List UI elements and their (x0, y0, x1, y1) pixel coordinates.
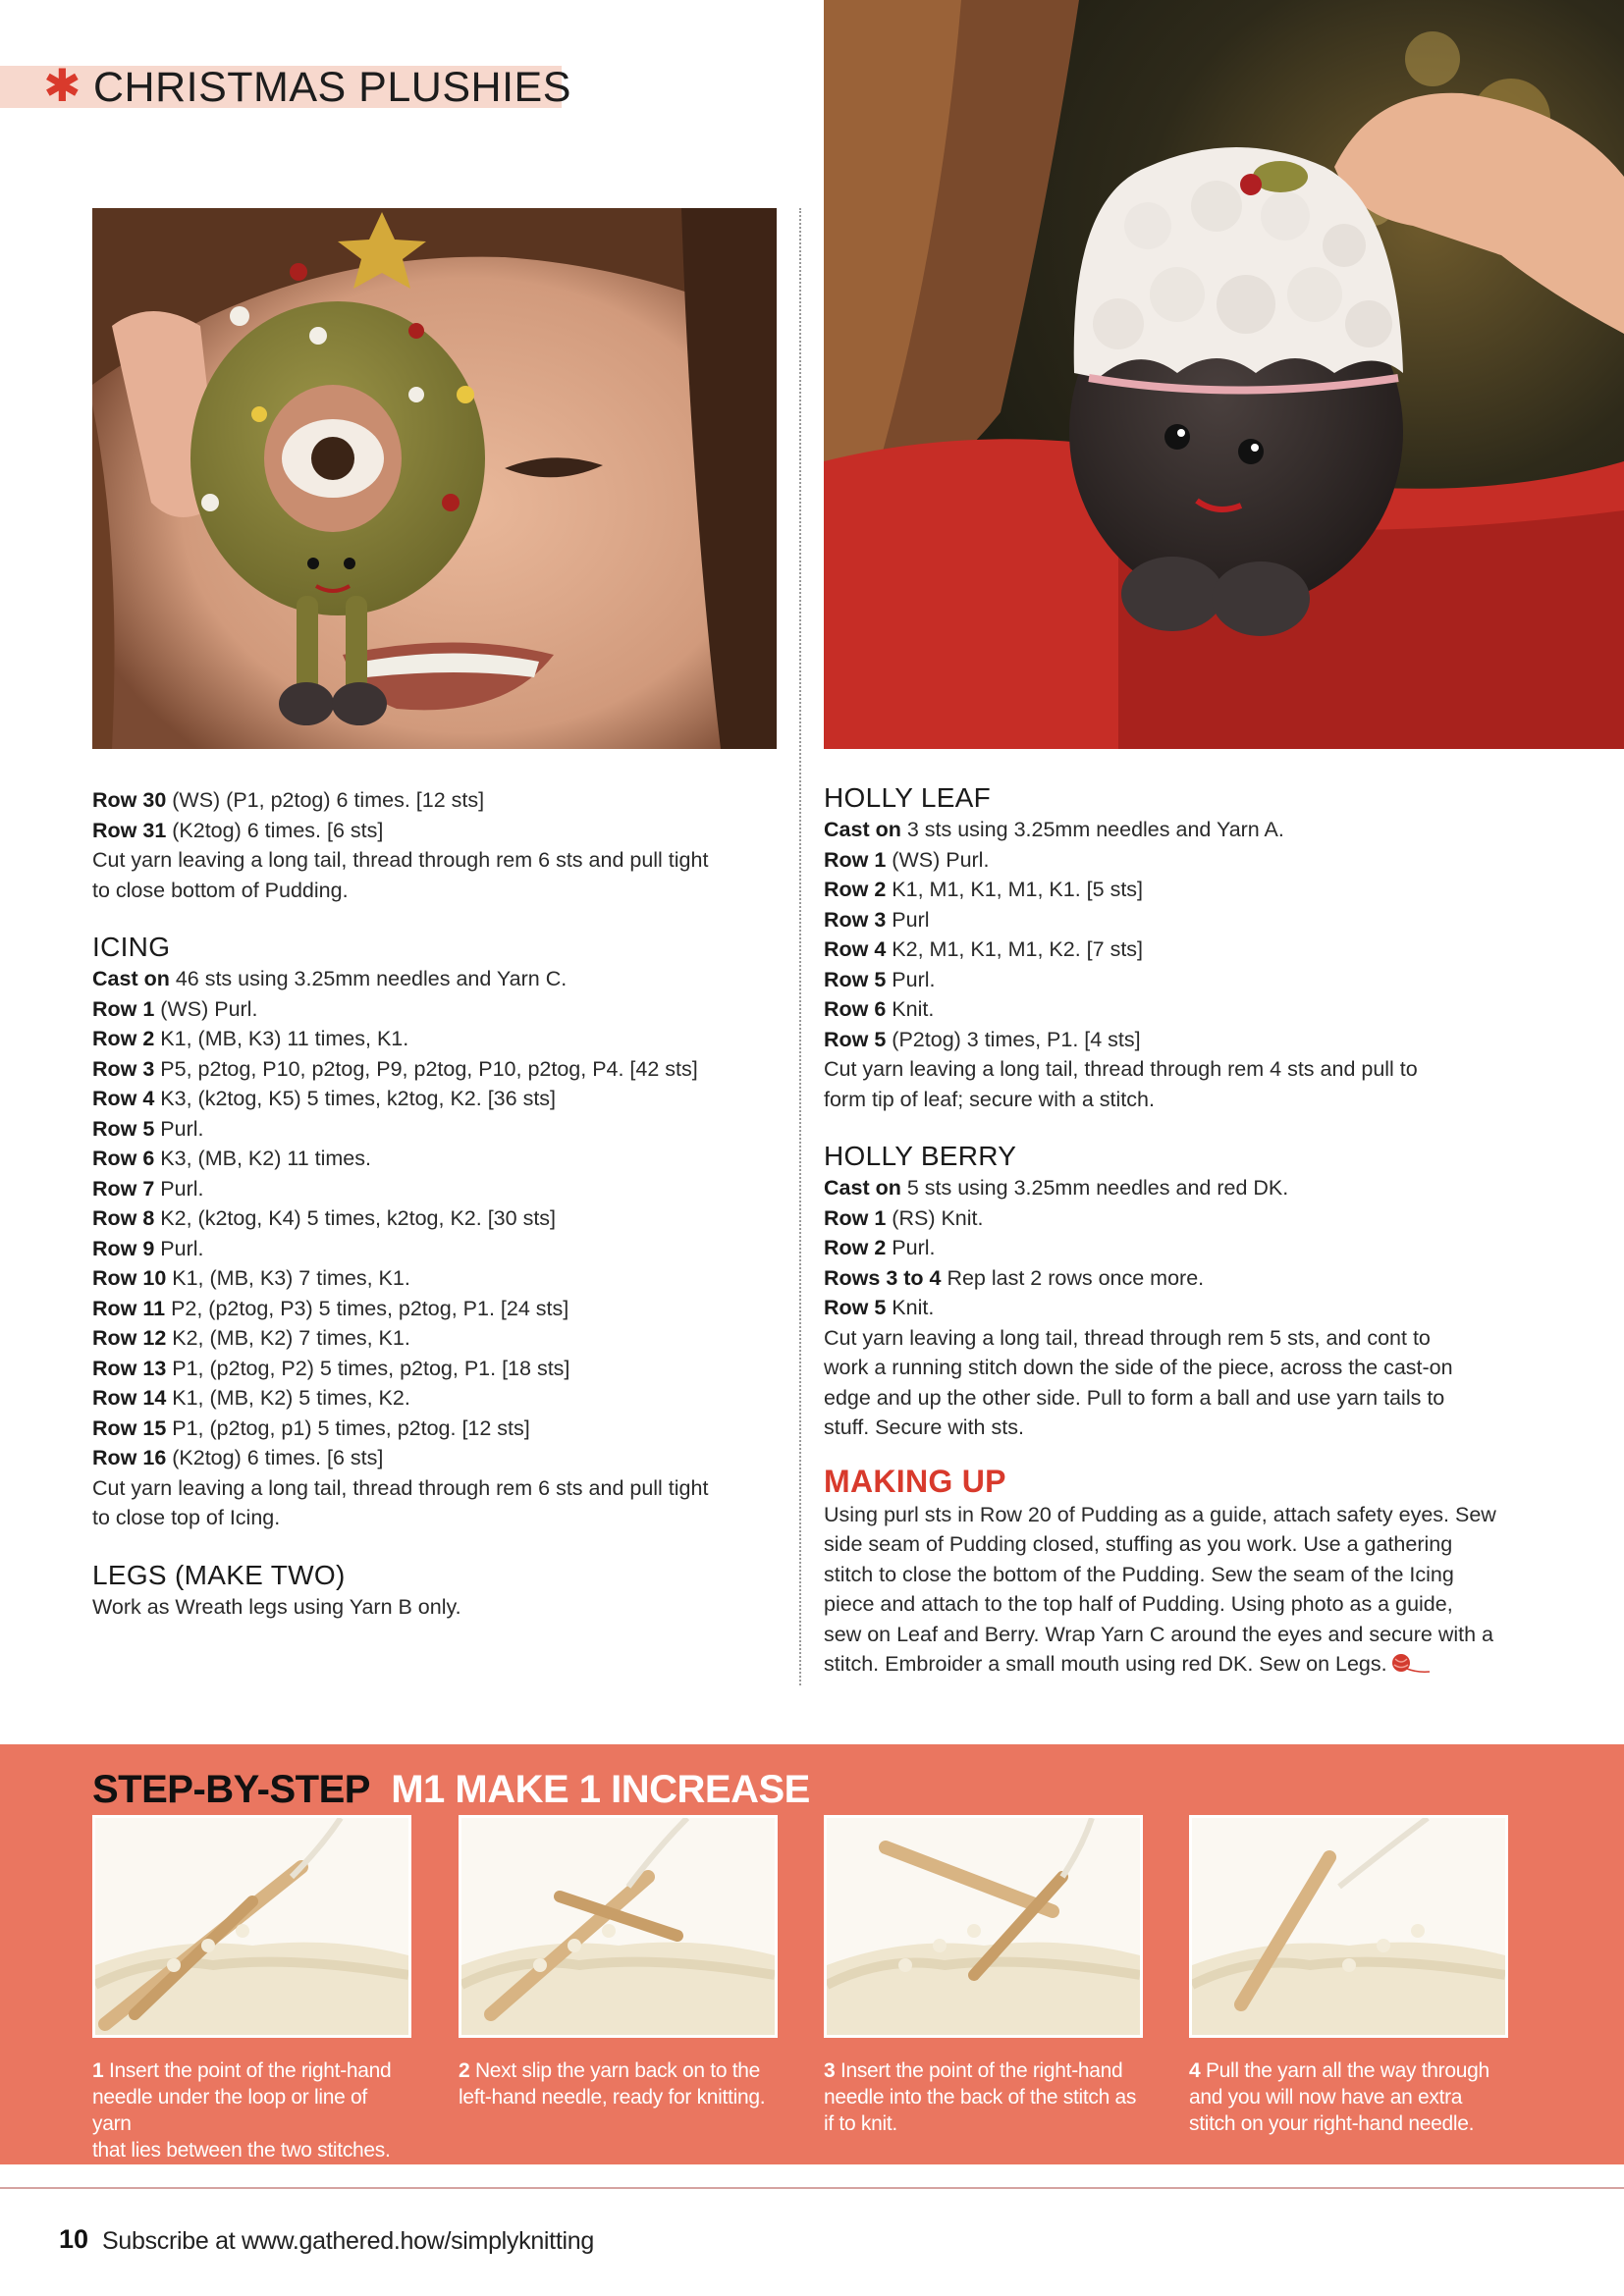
pattern-note: form tip of leaf; secure with a stitch. (824, 1087, 1155, 1111)
pattern-note: Cut yarn leaving a long tail, thread through rem 5 sts, and cont to (824, 1325, 1431, 1350)
pattern-row: Row 6 K3, (MB, K2) 11 times. (92, 1147, 371, 1170)
step-3-caption: 3 Insert the point of the right-hand needle into the back of the stitch as if to knit. (824, 2059, 1137, 2135)
step-2 (459, 1815, 778, 2110)
column-divider (799, 208, 801, 1685)
pudding-plushie-photo (824, 0, 1624, 749)
step-2-caption: 2 Next slip the yarn back on to the left-hand needle, ready for knitting. (459, 2059, 766, 2109)
page-number: 10 (59, 2224, 89, 2254)
step-4 (1189, 1815, 1508, 2137)
pattern-note: to close top of Icing. (92, 1506, 281, 1529)
pattern-note: work a running stitch down the side of the piece, across the cast-on (824, 1356, 1453, 1379)
pattern-row: Row 1 (WS) Purl. (824, 847, 990, 872)
pattern-note: Work as Wreath legs using Yarn B only. (92, 1594, 461, 1619)
step-2-photo (459, 1815, 778, 2038)
page-title: CHRISTMAS PLUSHIES (93, 64, 571, 111)
making-up-text: Using purl sts in Row 20 of Pudding as a guide, attach safety eyes. Sew (824, 1502, 1496, 1526)
pattern-row: Row 5 Purl. (92, 1116, 204, 1141)
pattern-row: Row 4 K3, (k2tog, K5) 5 times, k2tog, K2. [36 sts] (92, 1087, 557, 1110)
pattern-row: Row 1 (WS) Purl. (92, 996, 258, 1021)
pattern-row: Cast on 46 sts using 3.25mm needles and Yarn C. (92, 967, 568, 990)
pattern-row: Row 8 K2, (k2tog, K4) 5 times, k2tog, K2. [30 sts] (92, 1206, 557, 1230)
pattern-row: Cast on 3 sts using 3.25mm needles and Yarn A. (824, 818, 1284, 841)
left-text-column (92, 785, 780, 1622)
pattern-row: Row 31 (K2tog) 6 times. [6 sts] (92, 818, 384, 842)
making-up-text: side seam of Pudding closed, stuffing as you work. Use a gathering (824, 1532, 1453, 1556)
pattern-row: Row 1 (RS) Knit. (824, 1205, 984, 1230)
pattern-row: Row 6 Knit. (824, 997, 935, 1021)
pattern-note: to close bottom of Pudding. (92, 878, 349, 902)
pattern-row: Row 10 K1, (MB, K3) 7 times, K1. (92, 1266, 410, 1290)
pattern-row: Row 9 Purl. (92, 1236, 204, 1260)
pattern-row: Row 2 K1, M1, K1, M1, K1. [5 sts] (824, 878, 1144, 901)
making-up-heading: MAKING UP (824, 1463, 1006, 1499)
pattern-row: Row 14 K1, (MB, K2) 5 times, K2. (92, 1386, 410, 1410)
pattern-row: Row 15 P1, (p2tog, p1) 5 times, p2tog. [12 sts] (92, 1415, 530, 1440)
right-text-column (824, 781, 1531, 1680)
wreath-plushie-photo (92, 208, 777, 749)
making-up-text: sew on Leaf and Berry. Wrap Yarn C around the eyes and secure with a (824, 1622, 1494, 1646)
step-1 (92, 1815, 411, 2163)
pattern-row: Row 11 P2, (p2tog, P3) 5 times, p2tog, P1. [24 sts] (92, 1296, 569, 1320)
holly-leaf-heading: HOLLY LEAF (824, 782, 992, 813)
pattern-row: Row 3 Purl (824, 907, 930, 932)
step-4-photo (1189, 1815, 1508, 2038)
pattern-row: Row 30 (WS) (P1, p2tog) 6 times. [12 sts] (92, 788, 485, 812)
pattern-row: Row 13 P1, (p2tog, P2) 5 times, p2tog, P1. [18 sts] (92, 1356, 570, 1380)
pattern-row: Row 5 Purl. (824, 967, 936, 991)
pattern-row: Row 12 K2, (MB, K2) 7 times, K1. (92, 1326, 410, 1350)
step-3 (824, 1815, 1143, 2137)
icing-heading: ICING (92, 932, 171, 962)
step-1-caption: 1 Insert the point of the right-hand needle under the loop or line of yarn that lies between the two stitches. (92, 2059, 392, 2162)
making-up-text: piece and attach to the top half of Pudding. Using photo as a guide, (824, 1592, 1453, 1616)
asterisk-icon: ✱ (43, 59, 81, 112)
step-4-caption: 4 Pull the yarn all the way through and you will now have an extra stitch on your right-hand needle. (1189, 2059, 1489, 2135)
footer-divider (0, 2187, 1624, 2189)
pattern-row: Row 4 K2, M1, K1, M1, K2. [7 sts] (824, 937, 1144, 961)
pattern-note: Cut yarn leaving a long tail, thread through rem 4 sts and pull to (824, 1057, 1418, 1081)
subscribe-link[interactable]: Subscribe at www.gathered.how/simplyknitting (102, 2227, 594, 2255)
making-up-text: stitch. Embroider a small mouth using red DK. Sew on Legs. (824, 1649, 1531, 1680)
pattern-row: Row 2 K1, (MB, K3) 11 times, K1. (92, 1027, 409, 1050)
pattern-row: Row 16 (K2tog) 6 times. [6 sts] (92, 1446, 384, 1469)
step-3-photo (824, 1815, 1143, 2038)
pattern-row: Row 2 Purl. (824, 1236, 936, 1259)
legs-heading: LEGS (MAKE TWO) (92, 1559, 346, 1590)
holly-berry-heading: HOLLY BERRY (824, 1141, 1017, 1171)
step-by-step-title: STEP-BY-STEP M1 MAKE 1 INCREASE (92, 1768, 810, 1811)
pattern-note: edge and up the other side. Pull to form a ball and use yarn tails to (824, 1385, 1445, 1410)
pattern-row: Row 3 P5, p2tog, P10, p2tog, P9, p2tog, P10, p2tog, P4. [42 sts] (92, 1056, 698, 1081)
pattern-row: Row 5 (P2tog) 3 times, P1. [4 sts] (824, 1027, 1141, 1051)
step-1-photo (92, 1815, 411, 2038)
step-by-step-panel (0, 1744, 1624, 2164)
pattern-note: Cut yarn leaving a long tail, thread through rem 6 sts and pull tight (92, 1475, 709, 1500)
making-up-text: stitch to close the bottom of the Pudding. Sew the seam of the Icing (824, 1562, 1454, 1586)
pattern-row: Row 5 Knit. (824, 1296, 935, 1319)
pattern-row: Rows 3 to 4 Rep last 2 rows once more. (824, 1265, 1205, 1290)
pattern-row: Cast on 5 sts using 3.25mm needles and red DK. (824, 1176, 1289, 1200)
yarn-ball-icon (1391, 1653, 1431, 1675)
pattern-note: stuff. Secure with sts. (824, 1415, 1024, 1439)
pattern-row: Row 7 Purl. (92, 1176, 204, 1201)
pattern-note: Cut yarn leaving a long tail, thread through rem 6 sts and pull tight (92, 848, 709, 872)
